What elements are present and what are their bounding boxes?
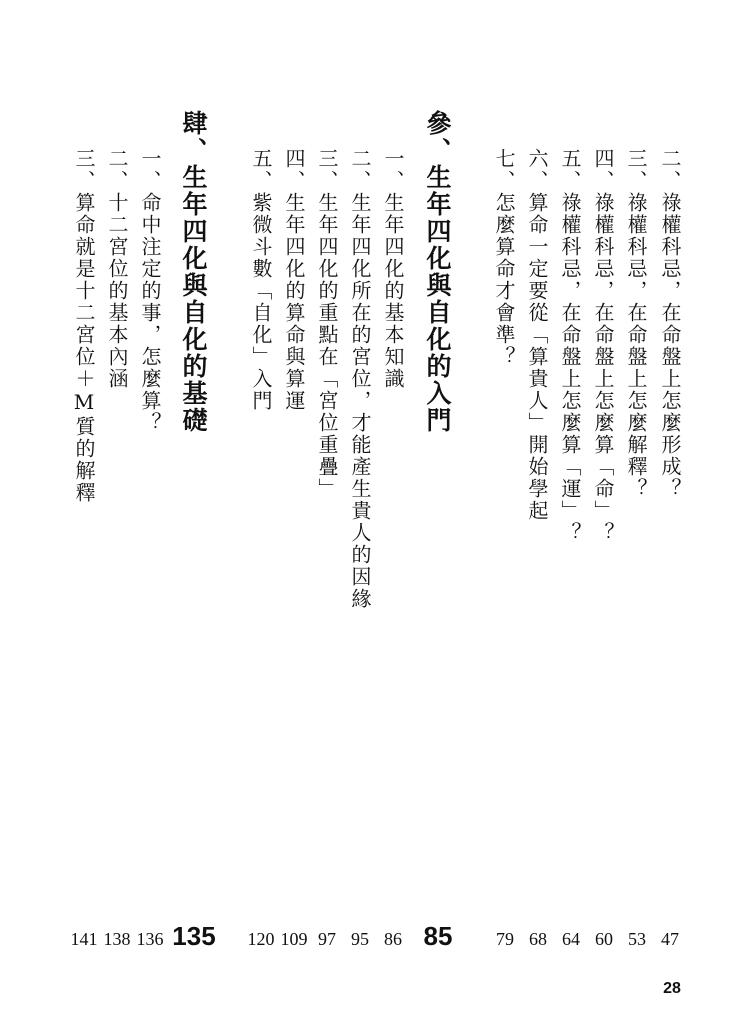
page-number: 95	[351, 929, 369, 949]
page-number: 138	[103, 929, 131, 949]
toc-entry-2-2: 二、祿權科忌，在命盤上怎麼形成？	[658, 148, 682, 500]
toc-entry-3-3: 三、生年四化的重點在「宮位重疊」	[315, 148, 339, 500]
page-number: 109	[280, 929, 308, 949]
toc-entry-2-4: 四、祿權科忌，在命盤上怎麼算「命」？	[591, 148, 615, 544]
page-number: 97	[318, 929, 336, 949]
page-number: 64	[562, 929, 580, 949]
toc-entry-4-1: 一、命中注定的事，怎麼算？	[138, 148, 162, 434]
page-number: 79	[496, 929, 514, 949]
page-number: 86	[384, 929, 402, 949]
toc-entry-3-1: 一、生年四化的基本知識	[381, 148, 405, 390]
page-number: 53	[628, 929, 646, 949]
chapter-page-number: 135	[172, 921, 216, 951]
toc-entry-2-6: 六、算命一定要從「算貴人」開始學起	[525, 148, 549, 522]
toc-entry-4-3: 三、算命就是十二宮位＋M質的解釋	[72, 148, 96, 504]
page-number: 136	[136, 929, 164, 949]
toc-entry-3-5: 五、紫微斗數「自化」入門	[249, 148, 273, 412]
page-number: 120	[247, 929, 275, 949]
chapter-heading-san: 參、生年四化與自化的入門	[423, 110, 452, 434]
page-number: 68	[529, 929, 547, 949]
toc-entry-2-3: 三、祿權科忌，在命盤上怎麼解釋？	[624, 148, 648, 500]
folio-page-number: 28	[663, 980, 681, 997]
page-number: 60	[595, 929, 613, 949]
page-number: 47	[661, 929, 679, 949]
toc-entry-3-2: 二、生年四化所在的宮位，才能產生貴人的因緣	[348, 148, 372, 610]
page-number: 141	[70, 929, 98, 949]
toc-entry-3-4: 四、生年四化的算命與算運	[282, 148, 306, 412]
toc-entry-2-7: 七、怎麼算命才會準？	[492, 148, 516, 368]
toc-entry-2-5: 五、祿權科忌，在命盤上怎麼算「運」？	[558, 148, 582, 544]
chapter-page-number: 85	[423, 921, 453, 951]
toc-entry-4-2: 二、十二宮位的基本內涵	[105, 148, 129, 390]
chapter-heading-si: 肆、生年四化與自化的基礎	[179, 110, 208, 434]
